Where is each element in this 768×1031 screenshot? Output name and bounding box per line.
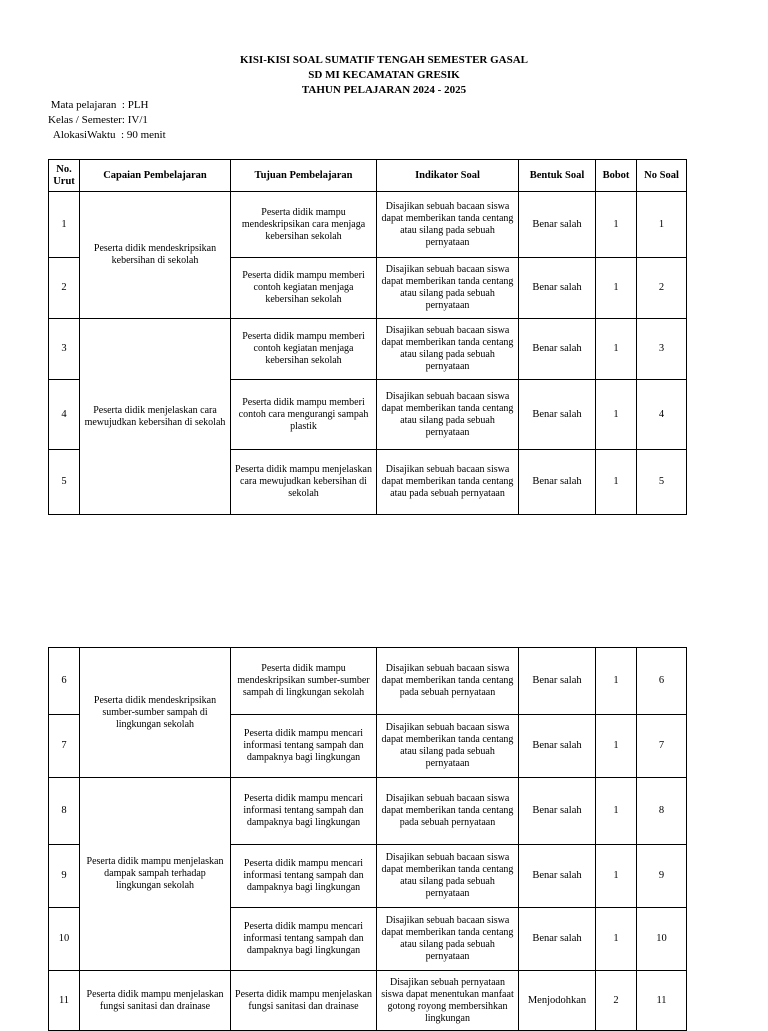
bobot-cell: 1: [596, 648, 637, 715]
capaian-cell: Peserta didik mampu menjelaskan fungsi sanitasi dan drainase: [80, 971, 231, 1031]
bobot-cell: 1: [596, 450, 637, 515]
class-semester-info: Kelas / Semester: IV/1: [48, 114, 148, 126]
header-bentuk: Bentuk Soal: [519, 160, 596, 192]
no-soal-cell: 11: [637, 971, 687, 1031]
bobot-cell: 1: [596, 319, 637, 380]
bobot-cell: 1: [596, 258, 637, 319]
table-row: [49, 648, 687, 715]
indikator-cell: Disajikan sebuah bacaan siswa dapat memberikan tanda centang pada sebuah pernyataan: [377, 778, 519, 845]
bentuk-cell: Benar salah: [519, 715, 596, 778]
bentuk-cell: Benar salah: [519, 648, 596, 715]
bentuk-cell: Benar salah: [519, 778, 596, 845]
capaian-cell: Peserta didik menjelaskan cara mewujudkan kebersihan di sekolah: [80, 319, 231, 515]
no-soal-cell: 4: [637, 380, 687, 450]
row-number: 1: [49, 192, 80, 258]
bentuk-cell: Benar salah: [519, 192, 596, 258]
indikator-cell: Disajikan sebuah bacaan siswa dapat memberikan tanda centang atau silang pada sebuah pernyataan: [377, 845, 519, 908]
no-soal-cell: 1: [637, 192, 687, 258]
row-number: 11: [49, 971, 80, 1031]
tujuan-cell: Peserta didik mampu memberi contoh cara mengurangi sampah plastik: [231, 380, 377, 450]
bentuk-cell: Benar salah: [519, 258, 596, 319]
row-number: 2: [49, 258, 80, 319]
tujuan-cell: Peserta didik mampu mencari informasi tentang sampah dan dampaknya bagi lingkungan: [231, 845, 377, 908]
tujuan-cell: Peserta didik mampu mencari informasi tentang sampah dan dampaknya bagi lingkungan: [231, 715, 377, 778]
tujuan-cell: Peserta didik mampu mencari informasi tentang sampah dan dampaknya bagi lingkungan: [231, 908, 377, 971]
tujuan-cell: Peserta didik mampu memberi contoh kegiatan menjaga kebersihan sekolah: [231, 258, 377, 319]
indikator-cell: Disajikan sebuah bacaan siswa dapat memberikan tanda centang pada sebuah pernyataan: [377, 648, 519, 715]
bobot-cell: 1: [596, 380, 637, 450]
capaian-cell: Peserta didik mendeskripsikan kebersihan di sekolah: [80, 192, 231, 319]
row-number: 9: [49, 845, 80, 908]
bobot-cell: 1: [596, 778, 637, 845]
no-soal-cell: 6: [637, 648, 687, 715]
indikator-cell: Disajikan sebuah bacaan siswa dapat memberikan tanda centang atau silang pada sebuah pernyataan: [377, 319, 519, 380]
no-soal-cell: 2: [637, 258, 687, 319]
no-soal-cell: 7: [637, 715, 687, 778]
no-soal-cell: 8: [637, 778, 687, 845]
bentuk-cell: Benar salah: [519, 319, 596, 380]
tujuan-cell: Peserta didik mampu mencari informasi tentang sampah dan dampaknya bagi lingkungan: [231, 778, 377, 845]
time-allocation-info: AlokasiWaktu : 90 menit: [48, 129, 166, 141]
bentuk-cell: Benar salah: [519, 450, 596, 515]
no-soal-cell: 10: [637, 908, 687, 971]
bobot-cell: 1: [596, 845, 637, 908]
tujuan-cell: Peserta didik mampu memberi contoh kegiatan menjaga kebersihan sekolah: [231, 319, 377, 380]
row-number: 7: [49, 715, 80, 778]
tujuan-cell: Peserta didik mampu menjelaskan fungsi sanitasi dan drainase: [231, 971, 377, 1031]
table-row: [49, 778, 687, 845]
indikator-cell: Disajikan sebuah bacaan siswa dapat memberikan tanda centang atau silang pada sebuah pernyataan: [377, 192, 519, 258]
no-soal-cell: 9: [637, 845, 687, 908]
bobot-cell: 1: [596, 908, 637, 971]
bentuk-cell: Benar salah: [519, 908, 596, 971]
tujuan-cell: Peserta didik mampu mendeskripsikan sumber-sumber sampah di lingkungan sekolah: [231, 648, 377, 715]
table-row: [49, 319, 687, 380]
bentuk-cell: Benar salah: [519, 380, 596, 450]
header-no-soal: No Soal: [637, 160, 687, 192]
table-row: [49, 971, 687, 1031]
bentuk-cell: Menjodohkan: [519, 971, 596, 1031]
document-title-line1: KISI-KISI SOAL SUMATIF TENGAH SEMESTER GASAL: [239, 54, 528, 66]
tujuan-cell: Peserta didik mampu mendeskripsikan cara menjaga kebersihan sekolah: [231, 192, 377, 258]
subject-info: Mata pelajaran : PLH: [48, 99, 149, 111]
header-indikator: Indikator Soal: [377, 160, 519, 192]
question-grid-table-1: [48, 159, 687, 515]
bobot-cell: 1: [596, 192, 637, 258]
bentuk-cell: Benar salah: [519, 845, 596, 908]
indikator-cell: Disajikan sebuah pernyataan siswa dapat menentukan manfaat gotong royong membersihkan lingkungan: [377, 971, 519, 1031]
indikator-cell: Disajikan sebuah bacaan siswa dapat memberikan tanda centang atau pada sebuah pernyataan: [377, 450, 519, 515]
table-row: [49, 192, 687, 258]
capaian-cell: Peserta didik mampu menjelaskan dampak sampah terhadap lingkungan sekolah: [80, 778, 231, 971]
row-number: 8: [49, 778, 80, 845]
row-number: 10: [49, 908, 80, 971]
indikator-cell: Disajikan sebuah bacaan siswa dapat memberikan tanda centang atau silang pada sebuah pernyataan: [377, 908, 519, 971]
table-header-row: [49, 160, 687, 192]
header-tujuan: Tujuan Pembelajaran: [231, 160, 377, 192]
row-number: 5: [49, 450, 80, 515]
document-title-line2: SD MI KECAMATAN GRESIK: [308, 69, 460, 81]
bobot-cell: 2: [596, 971, 637, 1031]
bobot-cell: 1: [596, 715, 637, 778]
capaian-cell: Peserta didik mendeskripsikan sumber-sumber sampah di lingkungan sekolah: [80, 648, 231, 778]
header-no-urut: No. Urut: [49, 160, 80, 192]
header-bobot: Bobot: [596, 160, 637, 192]
indikator-cell: Disajikan sebuah bacaan siswa dapat memberikan tanda centang atau silang pada sebuah pernyataan: [377, 715, 519, 778]
row-number: 6: [49, 648, 80, 715]
indikator-cell: Disajikan sebuah bacaan siswa dapat memberikan tanda centang atau silang pada sebuah pernyataan: [377, 258, 519, 319]
question-grid-table-2: [48, 647, 687, 1031]
tujuan-cell: Peserta didik mampu menjelaskan cara mewujudkan kebersihan di sekolah: [231, 450, 377, 515]
indikator-cell: Disajikan sebuah bacaan siswa dapat memberikan tanda centang atau silang pada sebuah pernyataan: [377, 380, 519, 450]
row-number: 3: [49, 319, 80, 380]
no-soal-cell: 5: [637, 450, 687, 515]
document-title-line3: TAHUN PELAJARAN 2024 - 2025: [301, 84, 467, 96]
header-capaian: Capaian Pembelajaran: [80, 160, 231, 192]
no-soal-cell: 3: [637, 319, 687, 380]
row-number: 4: [49, 380, 80, 450]
